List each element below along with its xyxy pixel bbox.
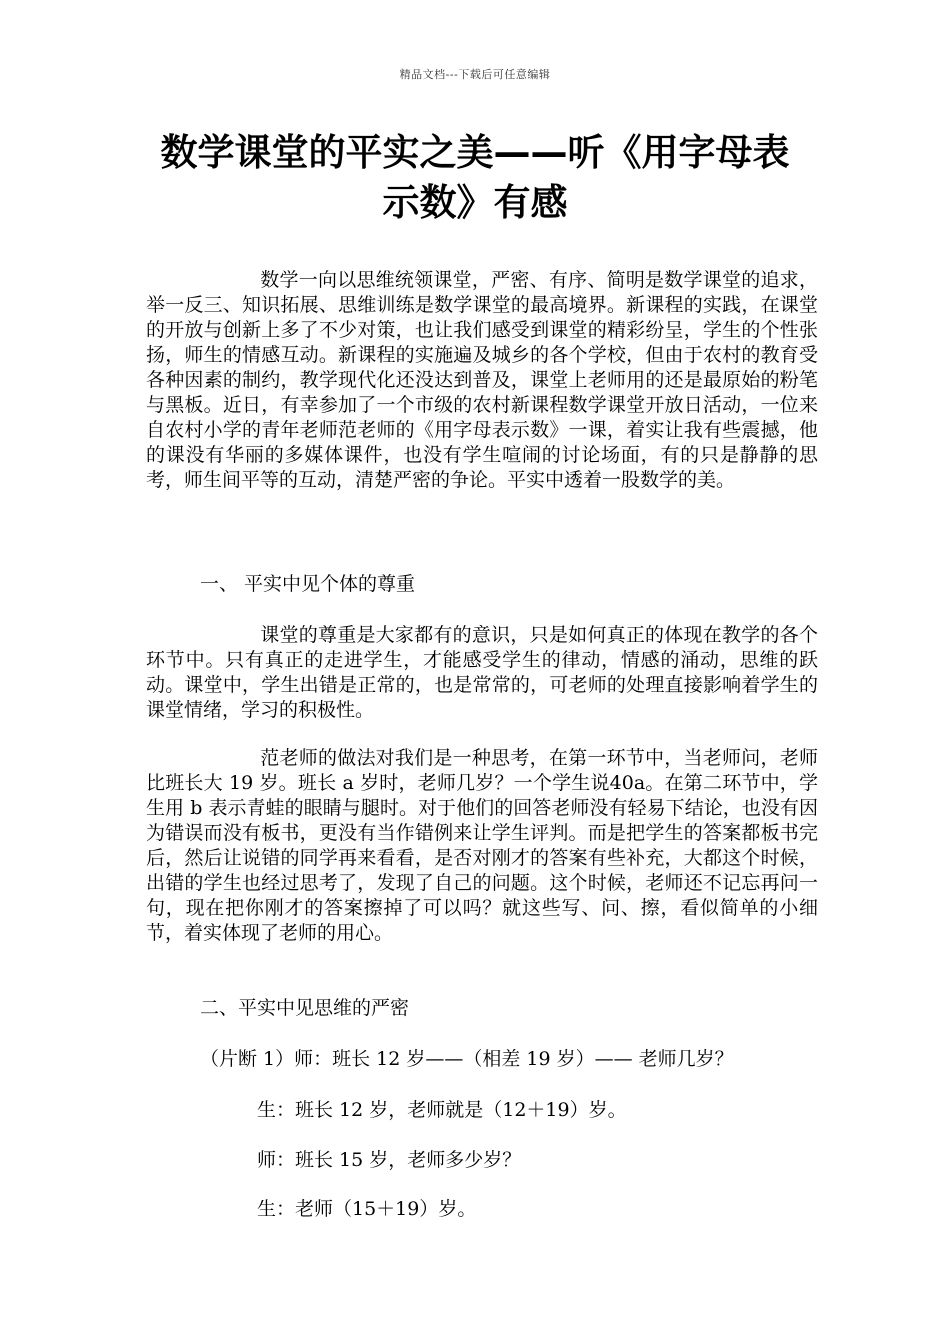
- section-1-paragraph-2-text: 范老师的做法对我们是一种思考，在第一环节中，当老师问，老师比班长大 19 岁。班长 a 岁时，老师几岁？一个学生说40a。在第二环节中，学生用 b 表示青蛙的眼睛与腿时。对于他们的回答老师没有轻易下结论，也没有因为错误而没有板书，更没有当作错例来让学生评判。而是把学生的答案都板书完后，然后让说错的同学再来看看，是否对刚才的答案有些补充，大都这个时候，出错的学生也经过思考了，发现了自己的问题。这个时候，老师还不记忘再问一句，现在把你刚才的答案擦掉了可以吗？就这些写、问、擦，看似简单的小细节，着实体现了老师的用心。: [146, 747, 818, 944]
- section-1-paragraph-1-text: 课堂的尊重是大家都有的意识，只是如何真正的体现在教学的各个环节中。只有真正的走进学生，才能感受学生的律动，情感的涌动，思维的跃动。课堂中，学生出错是正常的，也是常常的，可老师的处理直接影响着学生的课堂情绪，学习的积极性。: [146, 624, 818, 721]
- title-line-2: 示数》有感: [382, 181, 568, 224]
- section-1-paragraph-2: [146, 746, 818, 946]
- section-1-heading: 一、 平实中见个体的尊重: [200, 573, 416, 595]
- section-1-paragraph-1: [146, 623, 818, 723]
- document-title: [140, 128, 810, 228]
- title-line-1: 数学课堂的平实之美——听《用字母表: [160, 131, 790, 174]
- dialog-line-2: 师：班长 15 岁，老师多少岁？: [257, 1149, 522, 1171]
- section-2-heading: 二、平实中见思维的严密: [200, 997, 410, 1019]
- dialog-line-3: 生：老师（15＋19）岁。: [257, 1198, 477, 1220]
- intro-text: 数学一向以思维统领课堂，严密、有序、简明是数学课堂的追求，举一反三、知识拓展、思维训练是数学课堂的最高境界。新课程的实践，在课堂的开放与创新上多了不少对策，也让我们感受到课堂的精彩纷呈，学生的个性张扬，师生的情感互动。新课程的实施遍及城乡的各个学校，但由于农村的教育受各种因素的制约，教学现代化还没达到普及，课堂上老师用的还是最原始的粉笔与黑板。近日，有幸参加了一个市级的农村新课程数学课堂开放日活动，一位来自农村小学的青年老师范老师的《用字母表示数》一课，着实让我有些震撼，他的课没有华丽的多媒体课件，也没有学生喧闹的讨论场面，有的只是静静的思考，师生间平等的互动，清楚严密的争论。平实中透着一股数学的美。: [146, 269, 818, 491]
- intro-paragraph: [146, 268, 818, 493]
- dialog-line-1: 生：班长 12 岁，老师就是（12＋19）岁。: [257, 1099, 627, 1121]
- header-note: 精品文档---下载后可任意编辑: [399, 68, 551, 81]
- fragment-1: （片断 1）师：班长 12 岁——（相差 19 岁）—— 老师几岁？: [200, 1048, 734, 1070]
